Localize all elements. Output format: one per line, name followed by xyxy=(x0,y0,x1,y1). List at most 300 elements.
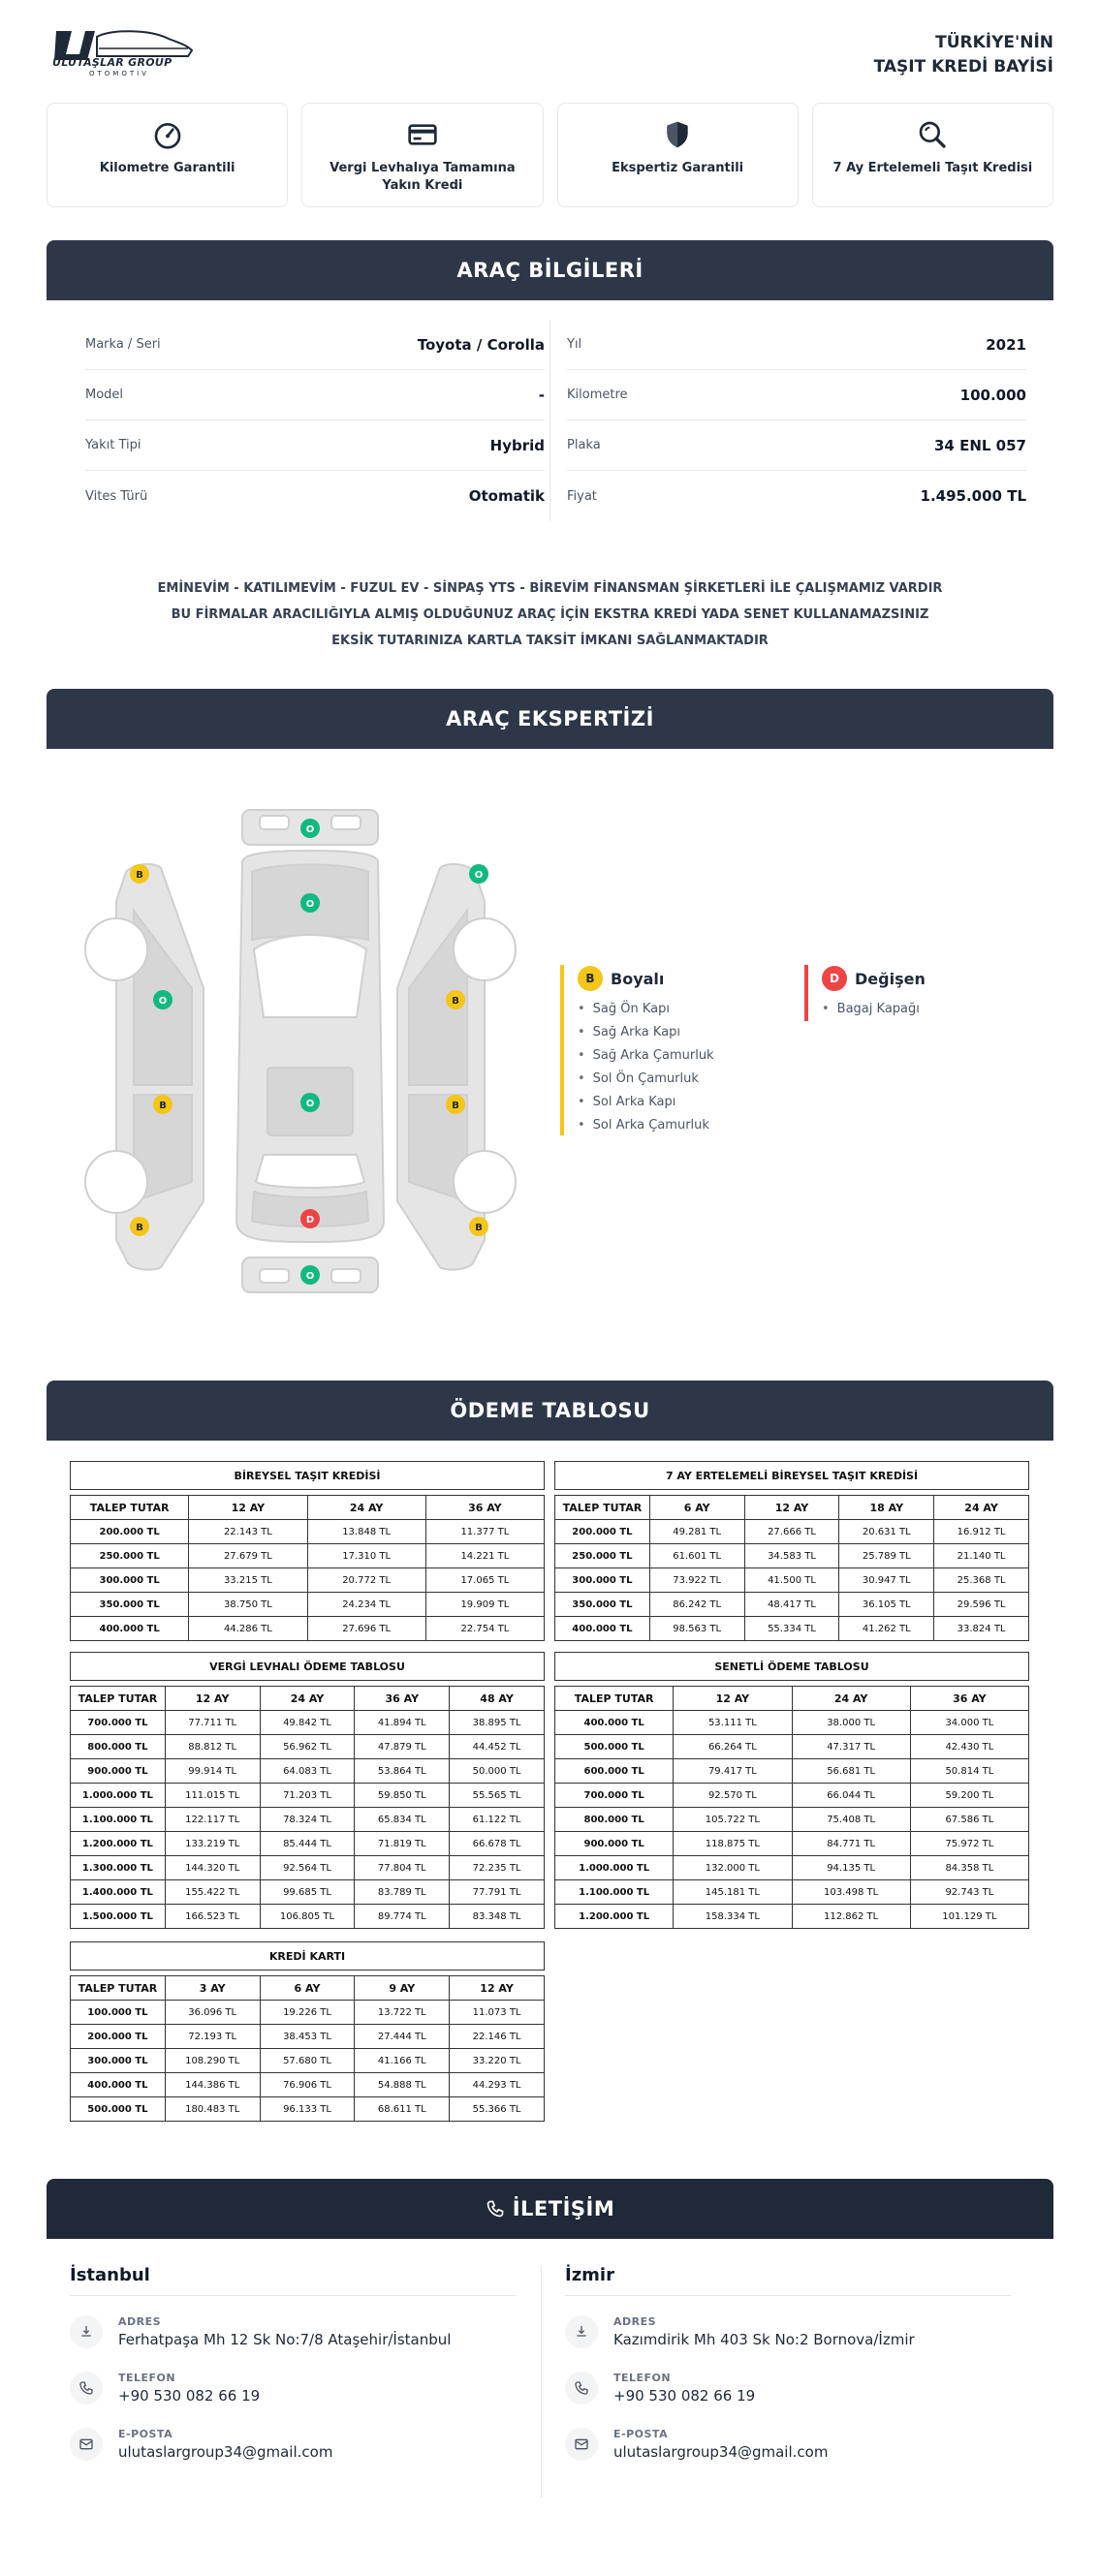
notice-line-1: EMİNEVİM - KATILIMEVİM - FUZUL EV - SİNPAŞ YTS - BİREVİM FİNANSMAN ŞİRKETLERİ İLE ÇALIŞMAMIZ VARDIR xyxy=(157,581,943,596)
column-header: 36 AY xyxy=(910,1687,1028,1711)
installment-cell: 83.348 TL xyxy=(450,1905,545,1929)
table-row xyxy=(555,1568,1029,1593)
marker-right-front-door xyxy=(446,990,465,1009)
amount-cell: 400.000 TL xyxy=(71,2073,166,2097)
amount-cell: 500.000 TL xyxy=(71,2097,166,2122)
installment-cell: 25.789 TL xyxy=(839,1544,934,1568)
info-value: Hybrid xyxy=(489,436,545,454)
table-row xyxy=(555,1593,1029,1617)
legend-painted-col xyxy=(560,965,714,1135)
feature-card-kilometre xyxy=(47,103,288,207)
svg-text:O: O xyxy=(305,1271,315,1282)
table-row xyxy=(555,1856,1029,1880)
installment-cell: 65.834 TL xyxy=(355,1808,450,1832)
installment-cell: 144.320 TL xyxy=(165,1856,260,1880)
contact-header xyxy=(47,2179,1053,2239)
contact-phone[interactable] xyxy=(70,2372,516,2408)
installment-cell: 27.666 TL xyxy=(744,1520,839,1544)
installment-cell: 85.444 TL xyxy=(260,1832,355,1856)
installment-cell: 92.570 TL xyxy=(674,1784,792,1808)
installment-cell: 84.771 TL xyxy=(792,1832,910,1856)
installment-cell: 49.281 TL xyxy=(649,1520,744,1544)
installment-cell: 30.947 TL xyxy=(839,1568,934,1593)
installment-cell: 14.221 TL xyxy=(425,1544,544,1568)
brand-logo[interactable] xyxy=(52,27,198,78)
installment-cell: 66.264 TL xyxy=(674,1735,792,1759)
installment-cell: 118.875 TL xyxy=(674,1832,792,1856)
table-row xyxy=(71,1808,545,1832)
table-row xyxy=(71,2097,545,2122)
table-row xyxy=(555,1617,1029,1641)
installment-cell: 108.290 TL xyxy=(165,2049,260,2073)
phone-icon xyxy=(486,2199,505,2219)
installment-cell: 11.073 TL xyxy=(450,2001,545,2025)
speedometer-icon xyxy=(152,119,183,150)
amount-cell: 1.100.000 TL xyxy=(555,1880,674,1905)
svg-text:B: B xyxy=(452,996,459,1007)
legend-painted-label: Boyalı xyxy=(611,969,665,988)
feature-card-ertelemeli xyxy=(812,103,1053,207)
address-value: Kazımdirik Mh 403 Sk No:2 Bornova/İzmir xyxy=(613,2331,915,2348)
installment-cell: 84.358 TL xyxy=(910,1856,1028,1880)
column-header: 3 AY xyxy=(165,1976,260,2001)
column-header: 24 AY xyxy=(934,1496,1029,1520)
installment-cell: 72.235 TL xyxy=(450,1856,545,1880)
marker-rear-bumper xyxy=(300,1265,320,1285)
installment-cell: 61.601 TL xyxy=(649,1544,744,1568)
installment-cell: 86.242 TL xyxy=(649,1593,744,1617)
table-row xyxy=(71,1520,545,1544)
installment-cell: 101.129 TL xyxy=(910,1905,1028,1929)
installment-cell: 92.743 TL xyxy=(910,1880,1028,1905)
installment-cell: 41.894 TL xyxy=(355,1711,450,1735)
installment-cell: 41.262 TL xyxy=(839,1617,934,1641)
email-link[interactable]: ulutaslargroup34@gmail.com xyxy=(118,2443,333,2461)
feature-card-ekspertiz xyxy=(557,103,799,207)
installment-cell: 132.000 TL xyxy=(674,1856,792,1880)
table-row xyxy=(71,2049,545,2073)
installment-cell: 33.220 TL xyxy=(450,2049,545,2073)
tagline-line-1: TÜRKİYE'NİN xyxy=(935,33,1053,52)
installment-cell: 79.417 TL xyxy=(674,1759,792,1784)
city-name: İstanbul xyxy=(70,2265,516,2296)
list-item: • Sağ Ön Kapı xyxy=(578,998,714,1021)
installment-cell: 55.366 TL xyxy=(450,2097,545,2122)
info-row-marka xyxy=(85,320,545,370)
installment-cell: 33.215 TL xyxy=(189,1568,307,1593)
payment-table xyxy=(70,1495,545,1641)
changed-parts-list xyxy=(822,998,926,1021)
column-header: TALEP TUTAR xyxy=(71,1496,189,1520)
installment-cell: 77.711 TL xyxy=(165,1711,260,1735)
contact-istanbul xyxy=(70,2265,516,2465)
legend-changed-label: Değişen xyxy=(855,969,926,988)
contact-title: İLETİŞİM xyxy=(512,2197,615,2220)
installment-cell: 94.135 TL xyxy=(792,1856,910,1880)
info-row-vites xyxy=(85,471,545,521)
page-header xyxy=(47,23,1053,81)
installment-cell: 41.500 TL xyxy=(744,1568,839,1593)
table-row xyxy=(71,1856,545,1880)
info-row-plaka xyxy=(567,420,1026,471)
installment-cell: 59.200 TL xyxy=(910,1784,1028,1808)
installment-cell: 78.324 TL xyxy=(260,1808,355,1832)
installment-cell: 50.814 TL xyxy=(910,1759,1028,1784)
amount-cell: 1.200.000 TL xyxy=(71,1832,166,1856)
installment-cell: 103.498 TL xyxy=(792,1880,910,1905)
shield-icon xyxy=(662,119,693,150)
info-key: Fiyat xyxy=(567,488,597,504)
installment-cell: 48.417 TL xyxy=(744,1593,839,1617)
marker-left-rear-fender xyxy=(130,1217,149,1236)
installment-cell: 77.804 TL xyxy=(355,1856,450,1880)
amount-cell: 350.000 TL xyxy=(71,1593,189,1617)
feature-label: Kilometre Garantili xyxy=(99,161,236,175)
installment-cell: 57.680 TL xyxy=(260,2049,355,2073)
column-header: 24 AY xyxy=(260,1687,355,1711)
installment-cell: 22.754 TL xyxy=(425,1617,544,1641)
installment-cell: 64.083 TL xyxy=(260,1759,355,1784)
amount-cell: 800.000 TL xyxy=(71,1735,166,1759)
installment-cell: 54.888 TL xyxy=(355,2073,450,2097)
table-row xyxy=(71,1568,545,1593)
table-kredi-karti xyxy=(70,1941,545,2122)
installment-cell: 13.848 TL xyxy=(307,1520,425,1544)
table-row xyxy=(71,1759,545,1784)
brand-subtitle: OTOMOTİV xyxy=(89,70,149,78)
contact-address xyxy=(565,2315,1011,2352)
installment-cell: 49.842 TL xyxy=(260,1711,355,1735)
changed-dot-icon: D xyxy=(822,966,847,991)
marker-hood xyxy=(300,893,320,913)
contact-email[interactable] xyxy=(70,2428,516,2465)
payment-table xyxy=(554,1686,1029,1929)
amount-cell: 300.000 TL xyxy=(71,1568,189,1593)
installment-cell: 34.000 TL xyxy=(910,1711,1028,1735)
marker-left-front-door xyxy=(153,990,173,1009)
list-item: • Sol Arka Çamurluk xyxy=(578,1114,714,1137)
info-value: Toyota / Corolla xyxy=(417,335,545,354)
info-row-yil xyxy=(567,320,1026,370)
svg-text:B: B xyxy=(159,1101,167,1111)
info-key: Plaka xyxy=(567,438,601,452)
installment-cell: 122.117 TL xyxy=(165,1808,260,1832)
table-row xyxy=(555,1832,1029,1856)
marker-front-bumper xyxy=(300,819,320,838)
svg-text:B: B xyxy=(452,1101,459,1111)
column-header: TALEP TUTAR xyxy=(71,1976,166,2001)
column-header: 24 AY xyxy=(307,1496,425,1520)
installment-cell: 47.317 TL xyxy=(792,1735,910,1759)
table-header-row xyxy=(71,1687,545,1711)
installment-cell: 72.193 TL xyxy=(165,2025,260,2049)
installment-cell: 68.611 TL xyxy=(355,2097,450,2122)
table-row xyxy=(555,1520,1029,1544)
table-row xyxy=(71,1711,545,1735)
column-header: 18 AY xyxy=(839,1496,934,1520)
tagline-line-2: TAŞIT KREDİ BAYİSİ xyxy=(873,57,1053,77)
svg-text:O: O xyxy=(305,899,315,910)
installment-cell: 38.895 TL xyxy=(450,1711,545,1735)
installment-cell: 145.181 TL xyxy=(674,1880,792,1905)
brand-name: ULUTAŞLAR GROUP xyxy=(52,56,173,69)
info-value: 34 ENL 057 xyxy=(934,436,1026,454)
feature-label: 7 Ay Ertelemeli Taşıt Kredisi xyxy=(832,161,1033,175)
installment-cell: 38.750 TL xyxy=(189,1593,307,1617)
installment-cell: 36.096 TL xyxy=(165,2001,260,2025)
notice-line-2: BU FİRMALAR ARACILIĞIYLA ALMIŞ OLDUĞUNUZ ARAÇ İÇİN EKSTRA KREDİ YADA SENET KULLANAMAZSINIZ xyxy=(171,607,929,622)
marker-left-front-fender xyxy=(130,864,149,884)
legend-painted-title xyxy=(578,965,714,992)
installment-cell: 83.789 TL xyxy=(355,1880,450,1905)
info-key: Kilometre xyxy=(567,388,628,402)
contact-label: ADRES xyxy=(613,2315,657,2328)
table-senetli xyxy=(554,1652,1029,1929)
table-header-row xyxy=(71,1496,545,1520)
vehicle-info-right xyxy=(567,320,1026,521)
installment-cell: 56.962 TL xyxy=(260,1735,355,1759)
installment-cell: 13.722 TL xyxy=(355,2001,450,2025)
amount-cell: 200.000 TL xyxy=(71,1520,189,1544)
legend-changed-col xyxy=(804,965,926,1021)
amount-cell: 1.200.000 TL xyxy=(555,1905,674,1929)
installment-cell: 44.452 TL xyxy=(450,1735,545,1759)
installment-cell: 11.377 TL xyxy=(425,1520,544,1544)
table-bireysel xyxy=(70,1461,545,1641)
table-vergi xyxy=(70,1652,545,1929)
installment-cell: 24.234 TL xyxy=(307,1593,425,1617)
contact-email[interactable] xyxy=(565,2428,1011,2465)
amount-cell: 700.000 TL xyxy=(71,1711,166,1735)
amount-cell: 1.400.000 TL xyxy=(71,1880,166,1905)
contact-phone[interactable] xyxy=(565,2372,1011,2408)
table-row xyxy=(555,1711,1029,1735)
installment-cell: 75.408 TL xyxy=(792,1808,910,1832)
installment-cell: 27.679 TL xyxy=(189,1544,307,1568)
info-value: 1.495.000 TL xyxy=(920,487,1026,505)
column-header: 36 AY xyxy=(425,1496,544,1520)
installment-cell: 158.334 TL xyxy=(674,1905,792,1929)
table-row xyxy=(71,2025,545,2049)
installment-cell: 99.685 TL xyxy=(260,1880,355,1905)
amount-cell: 1.100.000 TL xyxy=(71,1808,166,1832)
table-ertelemeli xyxy=(554,1461,1029,1641)
svg-text:D: D xyxy=(305,1215,315,1226)
installment-cell: 99.914 TL xyxy=(165,1759,260,1784)
amount-cell: 200.000 TL xyxy=(71,2025,166,2049)
payment-table xyxy=(70,1975,545,2122)
svg-text:B: B xyxy=(475,1223,483,1233)
table-row xyxy=(71,1735,545,1759)
installment-cell: 36.105 TL xyxy=(839,1593,934,1617)
installment-cell: 55.565 TL xyxy=(450,1784,545,1808)
installment-cell: 27.444 TL xyxy=(355,2025,450,2049)
installment-cell: 67.586 TL xyxy=(910,1808,1028,1832)
amount-cell: 800.000 TL xyxy=(555,1808,674,1832)
feature-card-vergi xyxy=(301,103,543,207)
installment-cell: 89.774 TL xyxy=(355,1905,450,1929)
table-row xyxy=(71,1544,545,1568)
svg-text:B: B xyxy=(136,870,143,881)
installment-cell: 55.334 TL xyxy=(744,1617,839,1641)
installment-cell: 77.791 TL xyxy=(450,1880,545,1905)
phone-link[interactable]: +90 530 082 66 19 xyxy=(613,2387,756,2405)
marker-roof xyxy=(300,1093,320,1112)
amount-cell: 350.000 TL xyxy=(555,1593,650,1617)
ekspertiz-header: ARAÇ EKSPERTİZİ xyxy=(47,689,1053,749)
painted-dot-icon: B xyxy=(578,966,603,991)
installment-cell: 71.819 TL xyxy=(355,1832,450,1856)
info-key: Vites Türü xyxy=(85,488,148,504)
info-row-yakit xyxy=(85,420,545,471)
column-header: 36 AY xyxy=(355,1687,450,1711)
table-row xyxy=(71,1617,545,1641)
installment-cell: 66.678 TL xyxy=(450,1832,545,1856)
svg-text:B: B xyxy=(136,1223,143,1233)
table-caption: SENETLİ ÖDEME TABLOSU xyxy=(554,1652,1029,1681)
info-row-fiyat xyxy=(567,471,1026,521)
installment-cell: 33.824 TL xyxy=(934,1617,1029,1641)
amount-cell: 250.000 TL xyxy=(555,1544,650,1568)
location-icon xyxy=(70,2315,103,2348)
email-link[interactable]: ulutaslargroup34@gmail.com xyxy=(613,2443,829,2461)
installment-cell: 16.912 TL xyxy=(934,1520,1029,1544)
amount-cell: 1.500.000 TL xyxy=(71,1905,166,1929)
payment-table xyxy=(70,1686,545,1929)
info-value: 2021 xyxy=(986,335,1026,354)
table-row xyxy=(555,1784,1029,1808)
installment-cell: 19.909 TL xyxy=(425,1593,544,1617)
mail-icon xyxy=(565,2428,598,2461)
installment-cell: 17.310 TL xyxy=(307,1544,425,1568)
installment-cell: 73.922 TL xyxy=(649,1568,744,1593)
amount-cell: 300.000 TL xyxy=(555,1568,650,1593)
financing-notice xyxy=(47,575,1053,654)
phone-icon xyxy=(70,2372,103,2405)
contact-label: TELEFON xyxy=(118,2372,176,2384)
installment-cell: 21.140 TL xyxy=(934,1544,1029,1568)
contact-address xyxy=(70,2315,516,2352)
column-header: 12 AY xyxy=(674,1687,792,1711)
table-row xyxy=(71,1593,545,1617)
contact-label: E-POSTA xyxy=(118,2428,173,2440)
table-row xyxy=(71,2001,545,2025)
installment-cell: 22.143 TL xyxy=(189,1520,307,1544)
installment-cell: 59.850 TL xyxy=(355,1784,450,1808)
installment-cell: 61.122 TL xyxy=(450,1808,545,1832)
painted-parts-list xyxy=(578,998,714,1137)
table-row xyxy=(71,1905,545,1929)
svg-text:O: O xyxy=(305,1099,315,1109)
feature-label: Vergi Levhalıya Tamamına Yakın Kredi xyxy=(330,161,516,193)
table-row xyxy=(555,1880,1029,1905)
feature-label: Ekspertiz Garantili xyxy=(612,161,744,175)
phone-link[interactable]: +90 530 082 66 19 xyxy=(118,2387,261,2405)
amount-cell: 1.000.000 TL xyxy=(555,1856,674,1880)
column-header: 12 AY xyxy=(744,1496,839,1520)
list-item: • Sağ Arka Kapı xyxy=(578,1021,714,1044)
installment-cell: 88.812 TL xyxy=(165,1735,260,1759)
column-header: TALEP TUTAR xyxy=(555,1496,650,1520)
installment-cell: 22.146 TL xyxy=(450,2025,545,2049)
amount-cell: 300.000 TL xyxy=(71,2049,166,2073)
installment-cell: 17.065 TL xyxy=(425,1568,544,1593)
installment-cell: 53.111 TL xyxy=(674,1711,792,1735)
installment-cell: 92.564 TL xyxy=(260,1856,355,1880)
svg-text:O: O xyxy=(305,824,315,835)
installment-cell: 42.430 TL xyxy=(910,1735,1028,1759)
column-header: 9 AY xyxy=(355,1976,450,2001)
contact-izmir xyxy=(565,2265,1011,2465)
column-header: 6 AY xyxy=(649,1496,744,1520)
table-row xyxy=(555,1905,1029,1929)
legend-changed-title xyxy=(822,965,926,992)
installment-cell: 29.596 TL xyxy=(934,1593,1029,1617)
table-row xyxy=(71,1832,545,1856)
installment-cell: 20.631 TL xyxy=(839,1520,934,1544)
installment-cell: 56.681 TL xyxy=(792,1759,910,1784)
marker-right-rear-door xyxy=(446,1095,465,1114)
installment-cell: 53.864 TL xyxy=(355,1759,450,1784)
vehicle-info-left xyxy=(85,320,545,521)
amount-cell: 250.000 TL xyxy=(71,1544,189,1568)
installment-cell: 75.972 TL xyxy=(910,1832,1028,1856)
credit-card-icon xyxy=(407,119,438,150)
amount-cell: 900.000 TL xyxy=(555,1832,674,1856)
column-header: 48 AY xyxy=(450,1687,545,1711)
marker-right-rear-fender xyxy=(469,1217,488,1236)
column-header: 12 AY xyxy=(450,1976,545,2001)
info-value: - xyxy=(538,386,545,404)
contact-label: TELEFON xyxy=(613,2372,672,2384)
installment-cell: 27.696 TL xyxy=(307,1617,425,1641)
installment-cell: 111.015 TL xyxy=(165,1784,260,1808)
installment-cell: 71.203 TL xyxy=(260,1784,355,1808)
info-key: Marka / Seri xyxy=(85,337,161,352)
column-header: 6 AY xyxy=(260,1976,355,2001)
table-row xyxy=(555,1808,1029,1832)
column-header: 24 AY xyxy=(792,1687,910,1711)
vehicle-info-panel xyxy=(47,300,1053,523)
column-header: 12 AY xyxy=(189,1496,307,1520)
table-header-row xyxy=(555,1496,1029,1520)
info-row-kilometre xyxy=(567,370,1026,420)
installment-cell: 25.368 TL xyxy=(934,1568,1029,1593)
payment-header: ÖDEME TABLOSU xyxy=(47,1381,1053,1441)
table-row xyxy=(71,1784,545,1808)
installment-cell: 50.000 TL xyxy=(450,1759,545,1784)
table-row xyxy=(555,1735,1029,1759)
amount-cell: 700.000 TL xyxy=(555,1784,674,1808)
contact-label: ADRES xyxy=(118,2315,162,2328)
installment-cell: 76.906 TL xyxy=(260,2073,355,2097)
amount-cell: 400.000 TL xyxy=(71,1617,189,1641)
amount-cell: 200.000 TL xyxy=(555,1520,650,1544)
column-header: TALEP TUTAR xyxy=(71,1687,166,1711)
amount-cell: 600.000 TL xyxy=(555,1759,674,1784)
address-value: Ferhatpaşa Mh 12 Sk No:7/8 Ataşehir/İstanbul xyxy=(118,2331,452,2348)
installment-cell: 19.226 TL xyxy=(260,2001,355,2025)
table-row xyxy=(555,1759,1029,1784)
list-item: • Bagaj Kapağı xyxy=(822,998,926,1021)
installment-cell: 38.000 TL xyxy=(792,1711,910,1735)
installment-cell: 20.772 TL xyxy=(307,1568,425,1593)
contact-label: E-POSTA xyxy=(613,2428,669,2440)
marker-right-front-fender xyxy=(469,864,488,884)
svg-text:O: O xyxy=(158,996,168,1007)
feature-cards xyxy=(47,103,1053,207)
info-key: Yıl xyxy=(567,337,582,352)
